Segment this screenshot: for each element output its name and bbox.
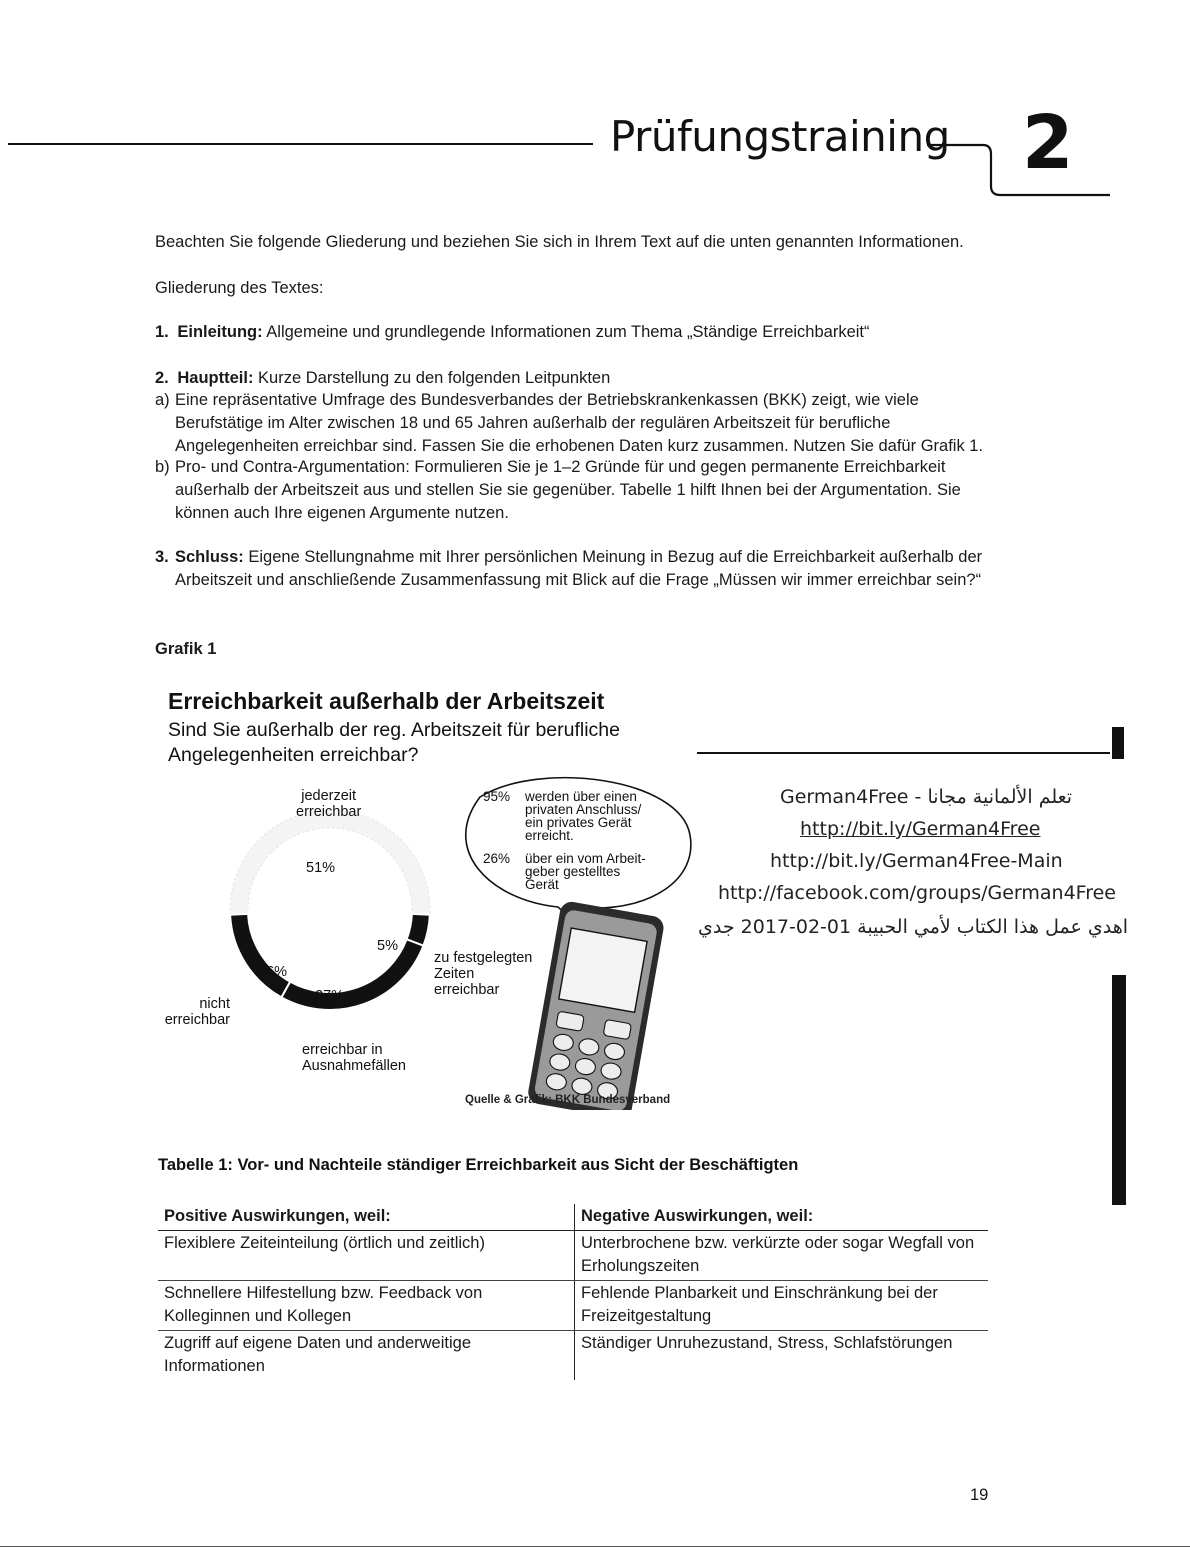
outline-heading: Schluss: — [175, 548, 244, 566]
page-bottom-rule — [0, 1546, 1190, 1547]
cell-positive: Zugriff auf eigene Daten und anderweitige Informationen — [158, 1331, 575, 1381]
watermark-line-1: German4Free - تعلم الألمانية مجانا — [780, 786, 1073, 808]
watermark-link-3[interactable]: http://facebook.com/groups/German4Free — [718, 882, 1116, 904]
header-rule-left — [8, 143, 593, 145]
edge-mark-top — [1112, 727, 1124, 759]
outline-num: 3. — [155, 548, 169, 566]
outline-item-conclusion — [155, 546, 995, 592]
chart-source: Quelle & Grafik: BKK Bundesverband — [465, 1094, 671, 1106]
data-label-51: 51% — [306, 860, 336, 876]
watermark-link-2[interactable]: http://bit.ly/German4Free-Main — [770, 850, 1063, 872]
table-title: Tabelle 1: Vor- und Nachteile ständiger Erreichbarkeit aus Sicht der Beschäftigten — [158, 1156, 799, 1174]
watermark-dedication: اهدي عمل هذا الكتاب لأمي الحبيبة 01-02-2017 جدي — [698, 916, 1128, 938]
outline-num: 1. — [155, 323, 169, 341]
data-label-5: 5% — [377, 938, 398, 954]
outline-item-introduction — [155, 321, 995, 344]
bubble-percent-2: 26% — [483, 851, 511, 866]
subitem-text: Eine repräsentative Umfrage des Bundesverbandes der Betriebskrankenkassen (BKK) zeigt, wie viele Berufstätige im Alter zwischen 18 und 65 Jahren außerhalb der regulären Arbeitszeit für berufliche Angelegenheiten erreichbar sind. Fassen Sie die erhobenen Daten kurz zusammen. Nutzen Sie dafür Grafik 1. — [175, 391, 984, 455]
subitem-text: Pro- und Contra-Argumentation: Formulieren Sie je 1–2 Gründe für und gegen permanente Erreichbarkeit außerhalb der Arbeitszeit aus und stellen Sie sie gegenüber. Tabelle 1 hilft Ihnen bei der Argumentation. Sie können auch Ihre eigenen Argumente nutzen. — [175, 458, 961, 522]
cell-negative: Unterbrochene bzw. verkürzte oder sogar Wegfall von Erholungszeiten — [575, 1231, 989, 1281]
bubble-text-2: über ein vom Arbeit- geber gestelltes Gerät — [525, 851, 646, 892]
subitem-label: a) — [155, 391, 170, 409]
outline-heading: Hauptteil: — [177, 369, 254, 387]
grafik-label: Grafik 1 — [155, 640, 217, 658]
label-nicht: nicht erreichbar — [164, 996, 230, 1028]
watermark-rule — [697, 752, 1110, 754]
label-ausnahme: erreichbar in Ausnahmefällen — [302, 1042, 406, 1074]
subitem-label: b) — [155, 458, 170, 476]
outline-text: Eigene Stellungnahme mit Ihrer persönlichen Meinung in Bezug auf die Erreichbarkeit außerhalb der Arbeitszeit und anschließende Zusammenfassung mit Blick auf die Frage „Müssen wir immer erreichbar sein?“ — [175, 548, 983, 589]
header-negative: Negative Auswirkungen, weil: — [575, 1204, 989, 1231]
data-label-27: 27% — [315, 988, 345, 1004]
bubble-text-1: werden über einen privaten Anschluss/ ein privates Gerät erreicht. — [525, 789, 642, 843]
outline-label: Gliederung des Textes: — [155, 279, 324, 297]
outline-text: Kurze Darstellung zu den folgenden Leitpunkten — [253, 369, 611, 387]
table-row — [158, 1331, 988, 1381]
watermark-link-1[interactable]: http://bit.ly/German4Free — [800, 818, 1041, 840]
cell-negative: Fehlende Planbarkeit und Einschränkung bei der Freizeitgestaltung — [575, 1281, 989, 1331]
mobile-phone-icon — [526, 900, 665, 1110]
table-row — [158, 1231, 988, 1281]
header-hook-line — [925, 130, 1115, 205]
bubble-percent-1: 95% — [483, 789, 511, 804]
outline-num: 2. — [155, 369, 169, 387]
data-label-16: 16% — [258, 964, 288, 980]
outline-heading: Einleitung: — [177, 323, 263, 341]
outline-item-main-part — [155, 367, 995, 390]
outline-text: Allgemeine und grundlegende Informationen zum Thema „Ständige Erreichbarkeit“ — [262, 323, 870, 341]
page-title: Prüfungstraining — [610, 112, 950, 161]
chart-subtitle: Sind Sie außerhalb der reg. Arbeitszeit für berufliche Angelegenheiten erreichbar? — [168, 719, 620, 766]
donut-slice-27 — [281, 939, 423, 1010]
label-festgelegt: zu festgelegten Zeiten erreichbar — [434, 950, 533, 998]
edge-mark-side — [1112, 975, 1126, 1205]
cell-positive: Schnellere Hilfestellung bzw. Feedback von Kolleginnen und Kollegen — [158, 1281, 575, 1331]
header-positive: Positive Auswirkungen, weil: — [158, 1204, 575, 1231]
cell-negative: Ständiger Unruhezustand, Stress, Schlafstörungen — [581, 1334, 953, 1352]
chart-title: Erreichbarkeit außerhalb der Arbeitszeit — [168, 688, 605, 714]
table-row — [158, 1281, 988, 1331]
table-header-row — [158, 1204, 988, 1231]
instruction-text: Beachten Sie folgende Gliederung und beziehen Sie sich in Ihrem Text auf die unten genannten Informationen. — [155, 233, 964, 251]
label-jederzeit: jederzeit erreichbar — [296, 788, 362, 820]
cell-positive: Flexiblere Zeiteinteilung (örtlich und zeitlich) — [158, 1231, 575, 1281]
outline-subitem-a — [155, 389, 995, 458]
chapter-number: 2 — [1022, 100, 1074, 186]
page-number: 19 — [970, 1486, 989, 1504]
pros-cons-table — [158, 1204, 988, 1380]
outline-subitem-b — [155, 456, 995, 525]
donut-slice-16 — [230, 914, 290, 997]
